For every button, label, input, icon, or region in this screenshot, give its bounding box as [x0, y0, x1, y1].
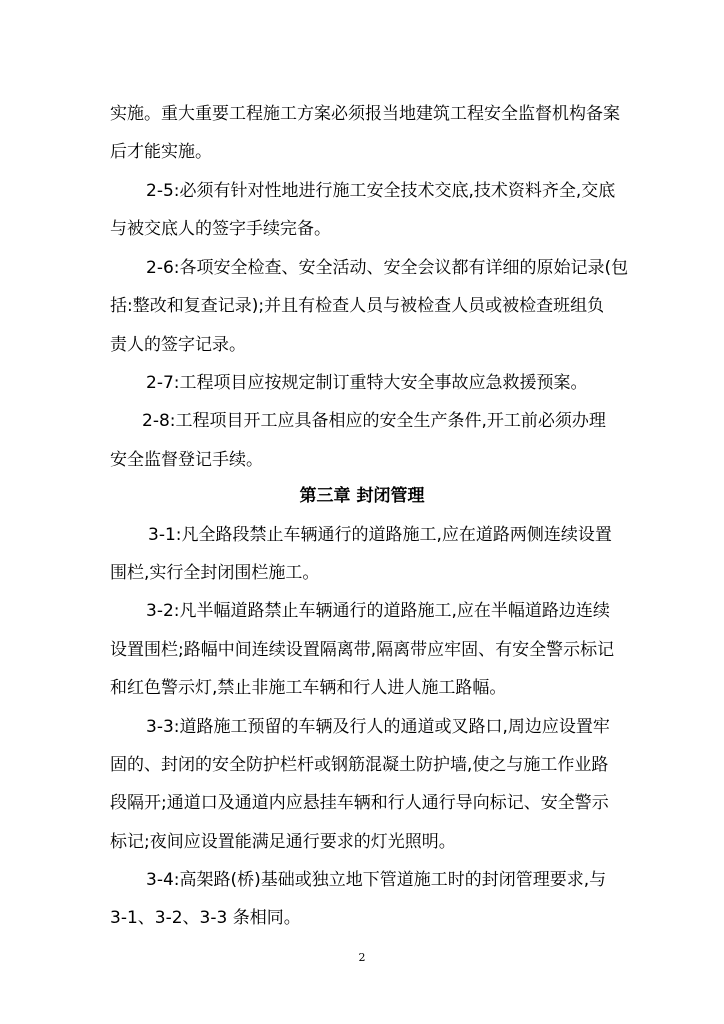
- chapter-heading: 第三章 封闭管理: [299, 486, 425, 506]
- page-number: 2: [358, 951, 366, 964]
- text-line: 3-2:凡半幅道路禁止车辆通行的道路施工,应在半幅道路边连续: [146, 601, 610, 621]
- text-line: 2-5:必须有针对性地进行施工安全技术交底,技术资料齐全,交底: [146, 181, 616, 201]
- text-line: 固的、封闭的安全防护栏杆或钢筋混凝土防护墙,使之与施工作业路: [110, 755, 609, 775]
- text-line: 后才能实施。: [110, 142, 212, 162]
- text-line: 3-1、3-2、3-3 条相同。: [110, 908, 301, 928]
- text-line: 2-7:工程项目应按规定制订重特大安全事故应急救援预案。: [146, 373, 588, 393]
- text-line: 3-1:凡全路段禁止车辆通行的道路施工,应在道路两侧连续设置: [148, 525, 612, 545]
- text-line: 括:整改和复查记录);并且有检查人员与被检查人员或被检查班组负: [110, 296, 605, 316]
- text-line: 2-6:各项安全检查、安全活动、安全会议都有详细的原始记录(包: [146, 258, 629, 278]
- text-line: 3-4:高架路(桥)基础或独立地下管道施工时的封闭管理要求,与: [146, 870, 607, 890]
- text-line: 标记;夜间应设置能满足通行要求的灯光照明。: [110, 832, 456, 852]
- text-line: 安全监督登记手续。: [110, 450, 263, 470]
- text-line: 和红色警示灯,禁止非施工车辆和行人进人施工路幅。: [110, 678, 507, 698]
- text-line: 围栏,实行全封闭围栏施工。: [110, 563, 320, 583]
- text-line: 2-8:工程项目开工应具备相应的安全生产条件,开工前必须办理: [142, 411, 606, 431]
- text-line: 段隔开;通道口及通道内应悬挂车辆和行人通行导向标记、安全警示: [110, 793, 609, 813]
- text-line: 设置围栏;路幅中间连续设置隔离带,隔离带应牢固、有安全警示标记: [110, 640, 615, 660]
- text-line: 与被交底人的签字手续完备。: [110, 219, 331, 239]
- text-line: 实施。重大重要工程施工方案必须报当地建筑工程安全监督机构备案: [110, 104, 620, 124]
- text-line: 3-3:道路施工预留的车辆及行人的通道或叉路口,周边应设置牢: [146, 717, 610, 737]
- text-line: 责人的签字记录。: [110, 335, 246, 355]
